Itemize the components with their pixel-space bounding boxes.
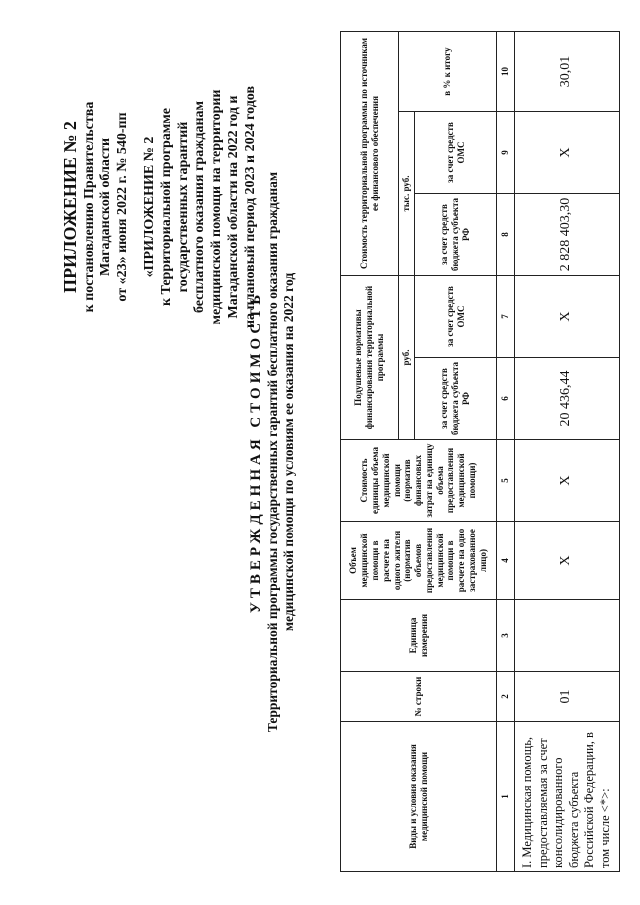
decree-date-line: от «23» июня 2022 г. № 540-пп: [115, 112, 131, 302]
row-per-capita-oms: Х: [514, 276, 619, 358]
row-per-capita-budget: 20 436,44: [514, 358, 619, 440]
row-percent: 30,01: [514, 32, 619, 112]
column-number: 7: [497, 276, 515, 358]
column-number: 5: [497, 440, 515, 522]
program-line: государственных гарантий: [175, 121, 191, 293]
column-number: 3: [497, 600, 515, 672]
row-total-oms: Х: [514, 112, 619, 194]
program-line: бесплатного оказания гражданам: [192, 100, 208, 314]
rotated-page: [40, 12, 613, 892]
header-per-capita-oms: за счет средств ОМС: [415, 276, 497, 358]
cost-table: [340, 31, 620, 872]
header-per-capita-group: Подушевые нормативы финансирования территориальной программы: [341, 276, 399, 440]
title-heading: УТВЕРЖДЕННАЯ СТОИМОСТЬ: [248, 290, 264, 614]
program-line: на плановый период 2023 и 2024 годов: [242, 85, 258, 329]
header-total-oms: за счет средств ОМС: [415, 112, 497, 194]
column-number: 9: [497, 112, 515, 194]
document-page: [40, 12, 613, 892]
header-line-no: № строки: [341, 672, 497, 722]
column-number: 1: [497, 722, 515, 872]
header-percent: в % к итогу: [399, 32, 497, 112]
appendix-label-2: «ПРИЛОЖЕНИЕ № 2: [141, 136, 157, 278]
header-unit-thousand-rub: тыс. руб.: [399, 112, 415, 276]
row-unit: [514, 600, 619, 672]
table-row: [514, 32, 619, 872]
header-unit: Единица измерения: [341, 600, 497, 672]
row-unit-cost: Х: [514, 440, 619, 522]
program-line: к Территориальной программе: [158, 107, 174, 307]
title-line-1: Территориальной программы государственных гарантий бесплатного оказания гражданам: [265, 171, 280, 733]
row-total-budget: 2 828 403,30: [514, 194, 619, 276]
header-unit-cost: Стоимость единицы объема медицинской помощи (норматив финансовых затрат на единицу объема предоставления медицинской помощи): [341, 440, 497, 522]
header-unit-rub: руб.: [399, 276, 415, 440]
document-title: [248, 32, 296, 872]
program-line: Магаданской области на 2022 год и: [225, 95, 241, 319]
header-total-budget: за счет средств бюджета субъекта РФ: [415, 194, 497, 276]
header-volume: Объем медицинской помощи в расчете на одного жителя (норматив объемов предоставления медицинской помощи в расчете на одно застрахованное лицо): [341, 522, 497, 600]
column-number: 8: [497, 194, 515, 276]
header-program-cost-group: Стоимость территориальной программы по источникам ее финансового обеспечения: [341, 32, 399, 276]
region-line: Магаданской области: [98, 137, 114, 277]
appendix-header: [60, 42, 260, 372]
column-number: 4: [497, 522, 515, 600]
column-number: 6: [497, 358, 515, 440]
appendix-label: ПРИЛОЖЕНИЕ № 2: [60, 121, 80, 293]
row-line-no: 01: [514, 672, 619, 722]
row-volume: Х: [514, 522, 619, 600]
column-number: 2: [497, 672, 515, 722]
header-per-capita-budget: за счет средств бюджета субъекта РФ: [415, 358, 497, 440]
header-kinds: Виды и условия оказания медицинской помощи: [341, 722, 497, 872]
decree-line: к постановлению Правительства: [81, 101, 97, 313]
column-numbers-row: [497, 32, 515, 872]
title-line-2: медицинской помощи по условиям ее оказания на 2022 год: [280, 272, 296, 632]
program-line: медицинской помощи на территории: [209, 89, 225, 325]
column-number: 10: [497, 32, 515, 112]
row-name: I. Медицинская помощь, предоставляемая за счет консолидированного бюджета субъекта Российской Федерации, в том числе <*>:: [514, 722, 619, 872]
